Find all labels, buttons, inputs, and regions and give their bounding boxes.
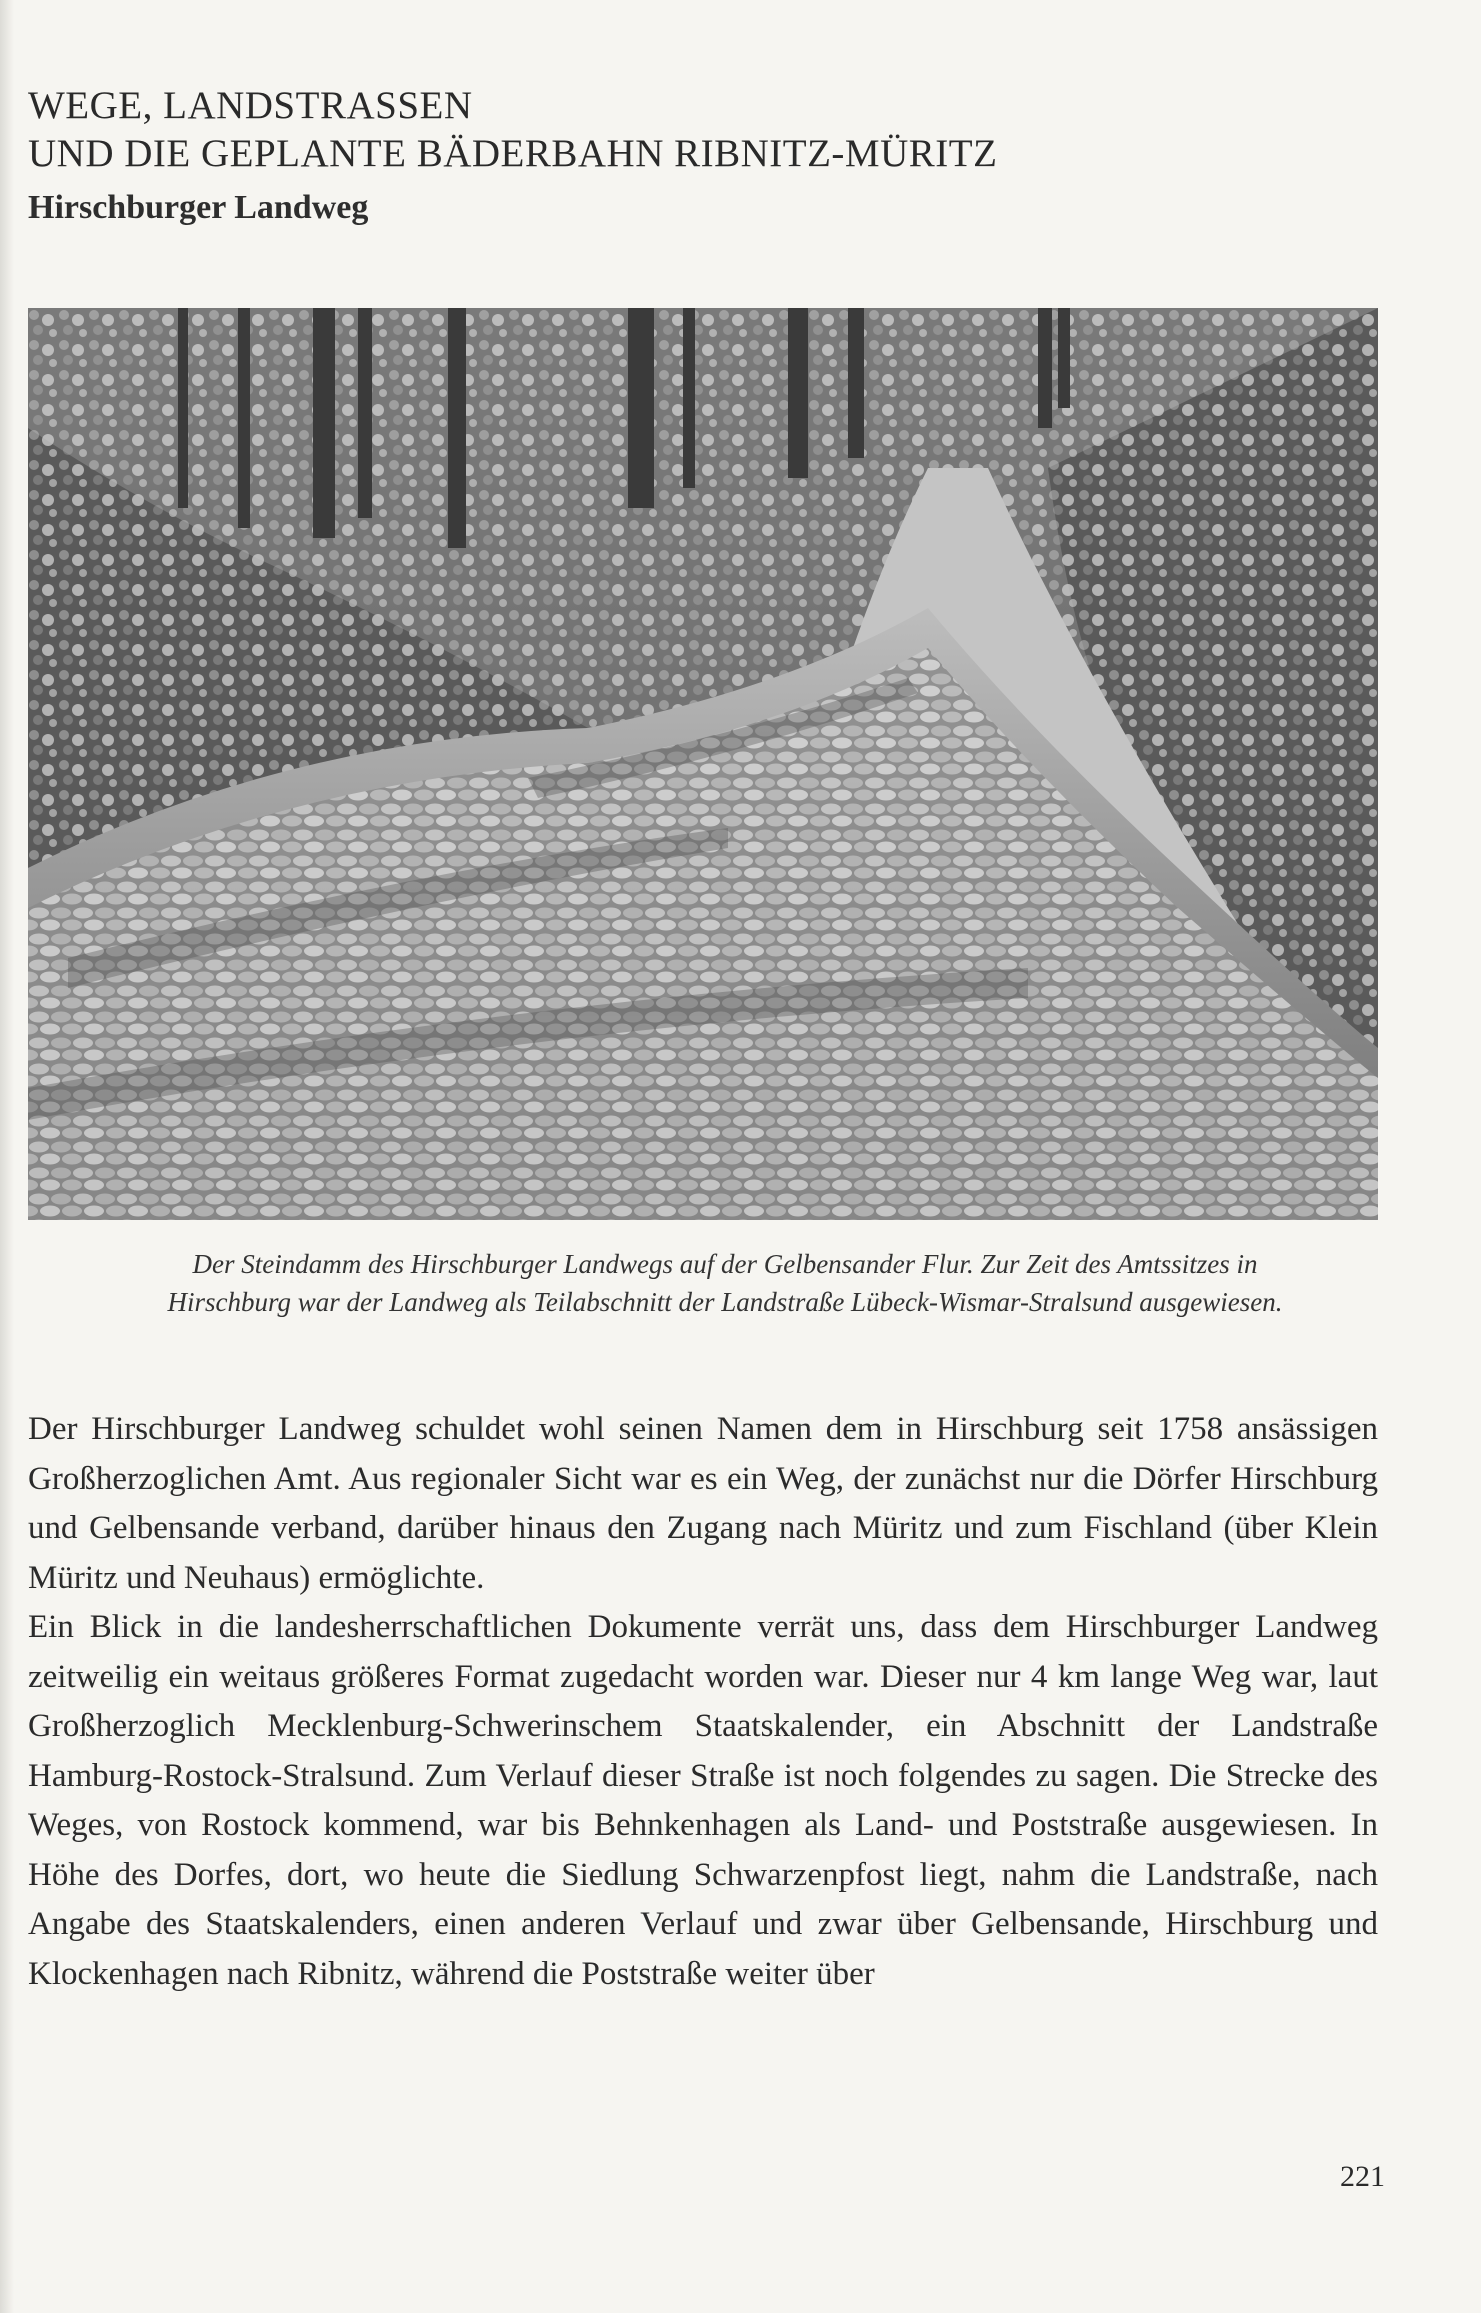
- forest-road-photo: [28, 308, 1378, 1220]
- page-edge: [0, 0, 14, 2313]
- chapter-title-line1: WEGE, LANDSTRASSEN: [28, 84, 473, 127]
- caption-line1: Der Steindamm des Hirschburger Landwegs auf der Gelbensander Flur. Zur Zeit des Amtssitzes in: [192, 1249, 1258, 1279]
- photo-caption: [60, 1245, 1390, 1321]
- chapter-title: [28, 82, 1328, 178]
- body-text: [28, 1405, 1378, 1999]
- photo-illustration: [28, 308, 1378, 1220]
- page-number: 221: [1340, 2160, 1385, 2193]
- header: [28, 82, 1328, 230]
- paragraph-2: Ein Blick in die landesherrschaftlichen Dokumente verrät uns, dass dem Hirschburger Landweg zeitweilig ein weitaus größeres Format zugedacht worden war. Dieser nur 4 km lange Weg war, laut Großherzoglich Mecklenburg-Schwerinschem Staatskalender, ein Abschnitt der Landstraße Hamburg-Rostock-Stralsund. Zum Verlauf dieser Straße ist noch folgendes zu sagen. Die Strecke des Weges, von Rostock kommend, war bis Behnkenhagen als Land- und Poststraße ausgewiesen. In Höhe des Dorfes, dort, wo heute die Siedlung Schwarzenpfost liegt, nahm die Landstraße, nach Angabe des Staatskalenders, einen anderen Verlauf und zwar über Gelbensande, Hirschburg und Klockenhagen nach Ribnitz, während die Poststraße weiter über: [28, 1609, 1378, 1992]
- chapter-title-line2: UND DIE GEPLANTE BÄDERBAHN RIBNITZ-MÜRITZ: [28, 132, 998, 175]
- paragraph-1: Der Hirschburger Landweg schuldet wohl seinen Namen dem in Hirschburg seit 1758 ansässigen Großherzoglichen Amt. Aus regionaler Sicht war es ein Weg, der zunächst nur die Dörfer Hirschburg und Gelbensande verband, darüber hinaus den Zugang nach Müritz und zum Fischland (über Klein Müritz und Neuhaus) ermöglichte.: [28, 1411, 1378, 1596]
- caption-line2: Hirschburg war der Landweg als Teilabschnitt der Landstraße Lübeck-Wismar-Stralsund ausgewiesen.: [167, 1287, 1283, 1317]
- section-title: Hirschburger Landweg: [28, 189, 369, 226]
